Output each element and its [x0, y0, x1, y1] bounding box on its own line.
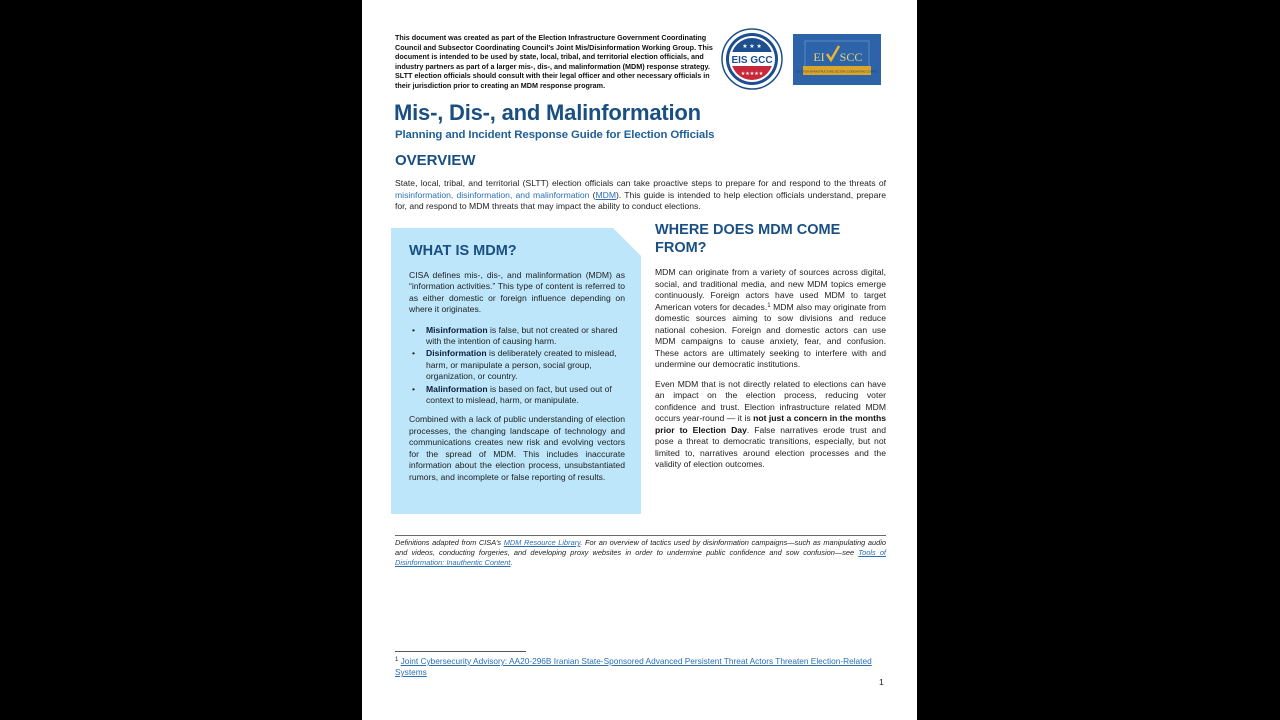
what-is-mdm-heading: WHAT IS MDM?	[409, 243, 517, 259]
mdm-resource-library-link[interactable]: MDM Resource Library	[503, 538, 581, 547]
star-icons: ★★★★★	[740, 71, 764, 77]
note-text: Definitions adapted from CISA’s	[395, 538, 504, 547]
definition-text: is deliberately created to mislead, harm, or manipulate a person, social group, organization, or country.	[426, 348, 617, 382]
paragraph-text: MDM also may originate from domestic sources aiming to sow divisions and reduce national cohesion. Foreign and domestic actors can use MDM campaigns to cause anxiety, fear, and confusion. These actors are ultimately seeking to interfere with and undermine our democratic institutions.	[655, 301, 886, 369]
what-is-mdm-closing: Combined with a lack of public understanding of election processes, the changing landscape of technology and communications creates new risk and evolving vectors for the spread of MDM. This includes inaccurate information about the election process, unsubstantiated rumors, and incomplete or false reporting of results.	[409, 414, 625, 482]
definition-disinformation	[409, 348, 625, 382]
footnote	[395, 656, 886, 678]
document-page	[362, 0, 917, 720]
where-from-heading: WHERE DOES MDM COME FROM?	[655, 222, 841, 256]
definition-text: is false, but not created or shared with the intention of causing harm.	[426, 324, 618, 347]
bullet-icon: •	[412, 348, 416, 359]
paragraph-text: . False narratives erode trust and pose a threat to democratic transitions, especially, but not limited to, narratives around election processes and the validity of election outcomes.	[655, 424, 886, 469]
ei-scc-banner: ELECTION INFRASTRUCTURE SECTOR COORDINATING COUNCIL	[795, 70, 879, 74]
overview-text: State, local, tribal, and territorial (SLTT) election officials can take proactive steps to prepare for and respond to the threats of	[395, 178, 886, 188]
bullet-icon: •	[412, 324, 416, 335]
definition-malinformation	[409, 384, 625, 407]
definition-term: Misinformation	[426, 324, 488, 335]
mdm-abbr-link[interactable]: MDM	[595, 189, 617, 200]
bullet-icon: •	[412, 383, 416, 394]
footnote-marker: 1	[395, 657, 399, 663]
joint-advisory-link[interactable]: Joint Cybersecurity Advisory: AA20-296B Iranian State-Sponsored Advanced Persistent Threat Actors Threaten Election-Related Systems	[395, 656, 872, 678]
emphasis-text: not just a concern in the months prior to Election Day	[655, 413, 887, 435]
eis-gcc-logo	[721, 28, 783, 90]
paragraph-text: MDM can originate from a variety of sources across digital, social, and traditional media, and new MDM topics emerge continuously. Foreign actors have used MDM to target American voters for decades.	[655, 267, 886, 312]
document-subtitle: Planning and Incident Response Guide for Election Officials	[395, 129, 715, 141]
intro-note: This document was created as part of the Election Infrastructure Government Coordinating Council and Subsector Coordinating Council's Joint Mis/Disinformation Working Group. This document is intended to be used by state, local, tribal, and territorial election officials, and industry partners as part of a larger mis-, dis-, and malinformation (MDM) response strategy. SLTT election officials should consult with their legal officer and other necessary officials in their jurisdiction prior to creating an MDM response program.	[395, 33, 713, 90]
ei-scc-logo-right: SCC	[839, 50, 863, 64]
definition-text: is based on fact, but used out of context to mislead, harm, or manipulate.	[426, 383, 612, 406]
footnote-ref[interactable]: 1	[767, 302, 771, 309]
where-from-paragraph-2	[655, 379, 886, 471]
overview-text-2: ). This guide is intended to help election officials understand, prepare for, and respond to MDM threats that may impact the ability to conduct elections.	[395, 189, 886, 212]
what-is-mdm-intro: CISA defines mis-, dis-, and malinformation (MDM) as “information activities.” This type of content is referred to as either domestic or foreign influence depending on where it originates.	[409, 270, 625, 315]
where-from-paragraph-1	[655, 267, 886, 371]
definitions-note	[395, 538, 886, 569]
ei-scc-logo-left: EI	[813, 50, 825, 64]
section-divider	[395, 535, 886, 536]
where-from-section	[655, 221, 886, 479]
note-text: . For an overview of tactics used by disinformation campaigns—such as manipulating audio and videos, conducting forgeries, and developing proxy websites in order to undermine public confidence and sow confusion—see	[395, 538, 886, 558]
mdm-definitions-list	[409, 325, 625, 407]
overview-paren: (	[589, 189, 596, 200]
overview-paragraph	[395, 178, 886, 213]
star-icons: ★ ★ ★	[742, 44, 762, 50]
tools-of-disinformation-link[interactable]: Tools of Disinformation: Inauthentic Content	[395, 548, 886, 568]
definition-term: Malinformation	[426, 383, 488, 394]
eis-gcc-logo-text: EIS GCC	[731, 55, 773, 66]
mdm-terms-link[interactable]: misinformation, disinformation, and malinformation	[395, 189, 590, 200]
page-number: 1	[879, 677, 884, 687]
definition-misinformation	[409, 325, 625, 348]
document-title: Mis-, Dis-, and Malinformation	[394, 100, 701, 125]
overview-heading: OVERVIEW	[395, 152, 476, 169]
paragraph-text: Even MDM that is not directly related to elections can have an impact on the election process, reducing voter confidence and trust. Election infrastructure related MDM occurs year-round — it is	[655, 378, 886, 423]
what-is-mdm-callout	[409, 243, 625, 483]
note-text: .	[510, 558, 513, 568]
ei-scc-logo	[793, 34, 881, 85]
footnote-divider	[395, 651, 526, 652]
definition-term: Disinformation	[426, 348, 487, 359]
